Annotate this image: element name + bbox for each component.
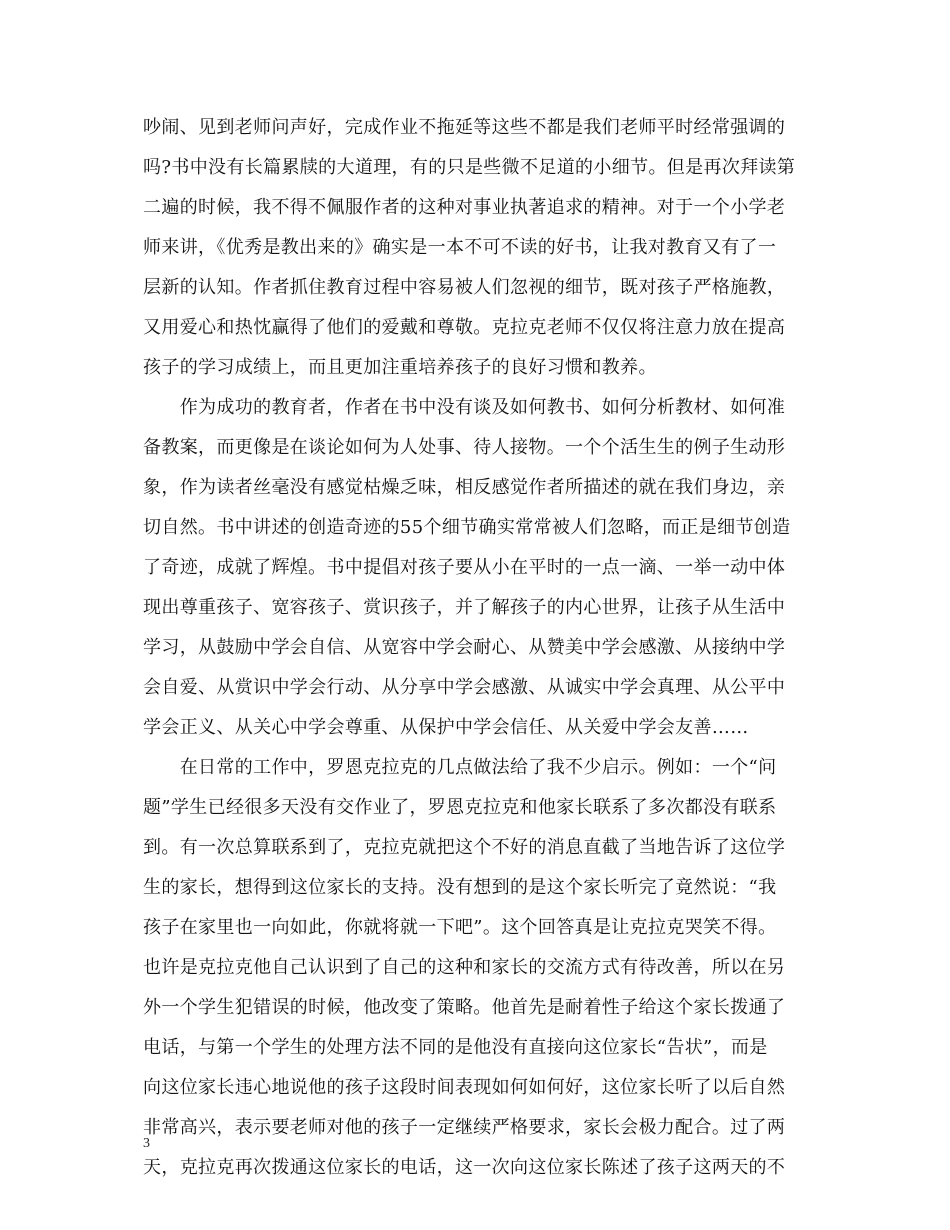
text-line: 师来讲，《优秀是教出来的》确实是一本不可不读的好书，让我对教育又有了一 <box>143 237 777 258</box>
text-line: 天，克拉克再次拨通这位家长的电话，这一次向这位家长陈述了孩子这两天的不 <box>143 1157 786 1178</box>
text-line: 吗?书中没有长篇累牍的大道理，有的只是些微不足道的小细节。但是再次拜读第 <box>143 157 796 178</box>
text-line: 切自然。书中讲述的创造奇迹的55个细节确实常常被人们忽略，而正是细节创造 <box>143 517 791 538</box>
text-line: 到。有一次总算联系到了，克拉克就把这个不好的消息直截了当地告诉了这位学 <box>143 837 786 858</box>
text-line: 现出尊重孩子、宽容孩子、赏识孩子，并了解孩子的内心世界，让孩子从生活中 <box>143 597 786 618</box>
text-line: 吵闹、见到老师问声好，完成作业不拖延等这些不都是我们老师平时经常强调的 <box>143 117 786 138</box>
text-line: 非常高兴，表示要老师对他的孩子一定继续严格要求，家长会极力配合。过了两 <box>143 1117 786 1138</box>
text-line: 备教案，而更像是在谈论如何为人处事、待人接物。一个个活生生的例子生动形 <box>143 437 786 458</box>
text-line: 学习，从鼓励中学会自信、从宽容中学会耐心、从赞美中学会感激、从接纳中学 <box>143 637 786 658</box>
text-line: 了奇迹，成就了辉煌。书中提倡对孩子要从小在平时的一点一滴、一举一动中体 <box>143 557 786 578</box>
text-line: 也许是克拉克他自己认识到了自己的这种和家长的交流方式有待改善，所以在另 <box>143 957 786 978</box>
text-line: 层新的认知。作者抓住教育过程中容易被人们忽视的细节，既对孩子严格施教， <box>143 277 786 298</box>
text-line: 又用爱心和热忱赢得了他们的爱戴和尊敬。克拉克老师不仅仅将注意力放在提高 <box>143 317 786 338</box>
text-line: 象，作为读者丝毫没有感觉枯燥乏味，相反感觉作者所描述的就在我们身边，亲 <box>143 477 786 498</box>
text-line: 外一个学生犯错误的时候，他改变了策略。他首先是耐着性子给这个家长拨通了 <box>143 997 786 1018</box>
text-line: 电话，与第一个学生的处理方法不同的是他没有直接向这位家长“告状”，而是 <box>143 1037 768 1058</box>
text-line: 孩子的学习成绩上，而且更加注重培养孩子的良好习惯和教养。 <box>143 357 657 378</box>
text-line: 作为成功的教育者，作者在书中没有谈及如何教书、如何分析教材、如何准 <box>143 397 786 418</box>
text-line: 生的家长，想得到这位家长的支持。没有想到的是这个家长听完了竟然说：“我 <box>143 877 777 898</box>
text-line: 二遍的时候，我不得不佩服作者的这种对事业执著追求的精神。对于一个小学老 <box>143 197 786 218</box>
text-line: 在日常的工作中，罗恩克拉克的几点做法给了我不少启示。例如：一个“问 <box>143 757 777 778</box>
text-line: 学会正义、从关心中学会尊重、从保护中学会信任、从关爱中学会友善…… <box>143 717 749 738</box>
text-line: 会自爱、从赏识中学会行动、从分享中学会感激、从诚实中学会真理、从公平中 <box>143 677 786 698</box>
page-number: 3 <box>143 1136 150 1151</box>
text-line: 孩子在家里也一向如此，你就将就一下吧”。这个回答真是让克拉克哭笑不得。 <box>143 917 777 938</box>
text-line: 向这位家长违心地说他的孩子这段时间表现如何如何好，这位家长听了以后自然 <box>143 1077 786 1098</box>
text-line: 题”学生已经很多天没有交作业了，罗恩克拉克和他家长联系了多次都没有联系 <box>143 797 777 818</box>
